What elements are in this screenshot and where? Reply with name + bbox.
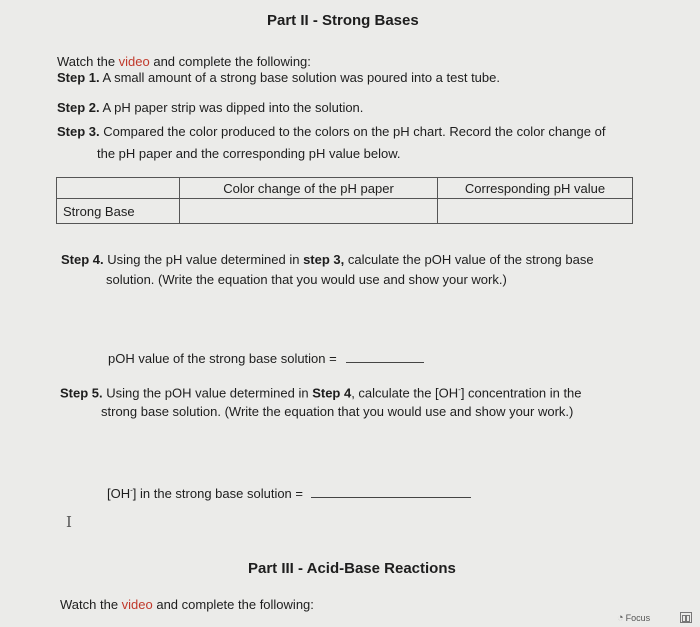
step-2 <box>57 100 363 115</box>
oh-prompt-b: ] in the strong base solution = <box>132 486 303 501</box>
step-4-line-1 <box>61 252 594 267</box>
intro-prefix: Watch the <box>57 54 119 69</box>
step-4-text-a: Using the pH value determined in <box>103 252 304 267</box>
text-cursor-icon: I <box>66 513 72 531</box>
intro-prefix: Watch the <box>60 597 122 612</box>
step-1 <box>57 70 500 85</box>
step-5-text-a: Using the pOH value determined in <box>102 385 313 401</box>
step-1-text: A small amount of a strong base solution was poured into a test tube. <box>99 70 500 85</box>
step-4-label: Step 4. <box>61 252 104 267</box>
step-4-line-2: solution. (Write the equation that you would use and show your work.) <box>106 272 507 287</box>
step-1-label: Step 1. <box>57 70 100 85</box>
oh-answer-line <box>107 485 471 501</box>
step-5-superscript: - <box>458 385 461 394</box>
step-5-text-c: , calculate the [OH <box>351 385 459 401</box>
ph-table <box>56 177 633 224</box>
table-header-cell: Color change of the pH paper <box>180 178 438 199</box>
table-header-cell: Corresponding pH value <box>438 178 633 199</box>
part-two-title: Part II - Strong Bases <box>267 12 419 29</box>
poh-answer-line <box>108 350 424 366</box>
step-4-text-bold: step 3, <box>303 252 345 267</box>
intro-suffix: and complete the following: <box>152 597 314 612</box>
part-two-intro <box>57 54 311 69</box>
focus-mode-button[interactable] <box>617 612 650 624</box>
table-row <box>57 199 633 224</box>
step-5-text-d: ] concentration in the <box>460 385 582 401</box>
step-3-label: Step 3. <box>57 124 100 139</box>
step-5-line-2: strong base solution. (Write the equation that you would use and show your work.) <box>101 404 574 419</box>
poh-prompt: pOH value of the strong base solution = <box>108 351 337 366</box>
step-4-text-c: calculate the pOH value of the strong base <box>344 252 594 267</box>
part-three-intro <box>60 597 314 612</box>
step-3-line-1 <box>57 124 605 139</box>
video-link[interactable]: video <box>121 597 153 612</box>
intro-suffix: and complete the following: <box>149 54 311 69</box>
part-three-title: Part III - Acid-Base Reactions <box>248 560 456 577</box>
step-5-label: Step 5. <box>60 385 103 401</box>
step-2-label: Step 2. <box>57 100 100 115</box>
step-5-line-1 <box>60 385 582 400</box>
table-cell-color-change[interactable] <box>180 199 438 224</box>
layout-icon[interactable] <box>680 612 692 623</box>
step-3-line-2: the pH paper and the corresponding pH value below. <box>97 146 401 161</box>
step-3-text: Compared the color produced to the colors on the pH chart. Record the color change of <box>99 124 606 139</box>
table-cell-ph-value[interactable] <box>438 199 633 224</box>
focus-icon: ◔ <box>617 612 624 624</box>
step-2-text: A pH paper strip was dipped into the solution. <box>99 100 364 115</box>
poh-answer-blank[interactable] <box>346 350 424 363</box>
oh-prompt-a: [OH <box>107 486 131 501</box>
oh-prompt-superscript: - <box>130 485 133 495</box>
video-link[interactable]: video <box>118 54 150 69</box>
oh-answer-blank[interactable] <box>311 485 471 498</box>
table-cell-label: Strong Base <box>57 199 180 224</box>
table-header-row <box>57 178 633 199</box>
step-5-text-bold: Step 4 <box>312 385 352 401</box>
focus-label: Focus <box>625 613 651 623</box>
table-header-cell <box>57 178 180 199</box>
